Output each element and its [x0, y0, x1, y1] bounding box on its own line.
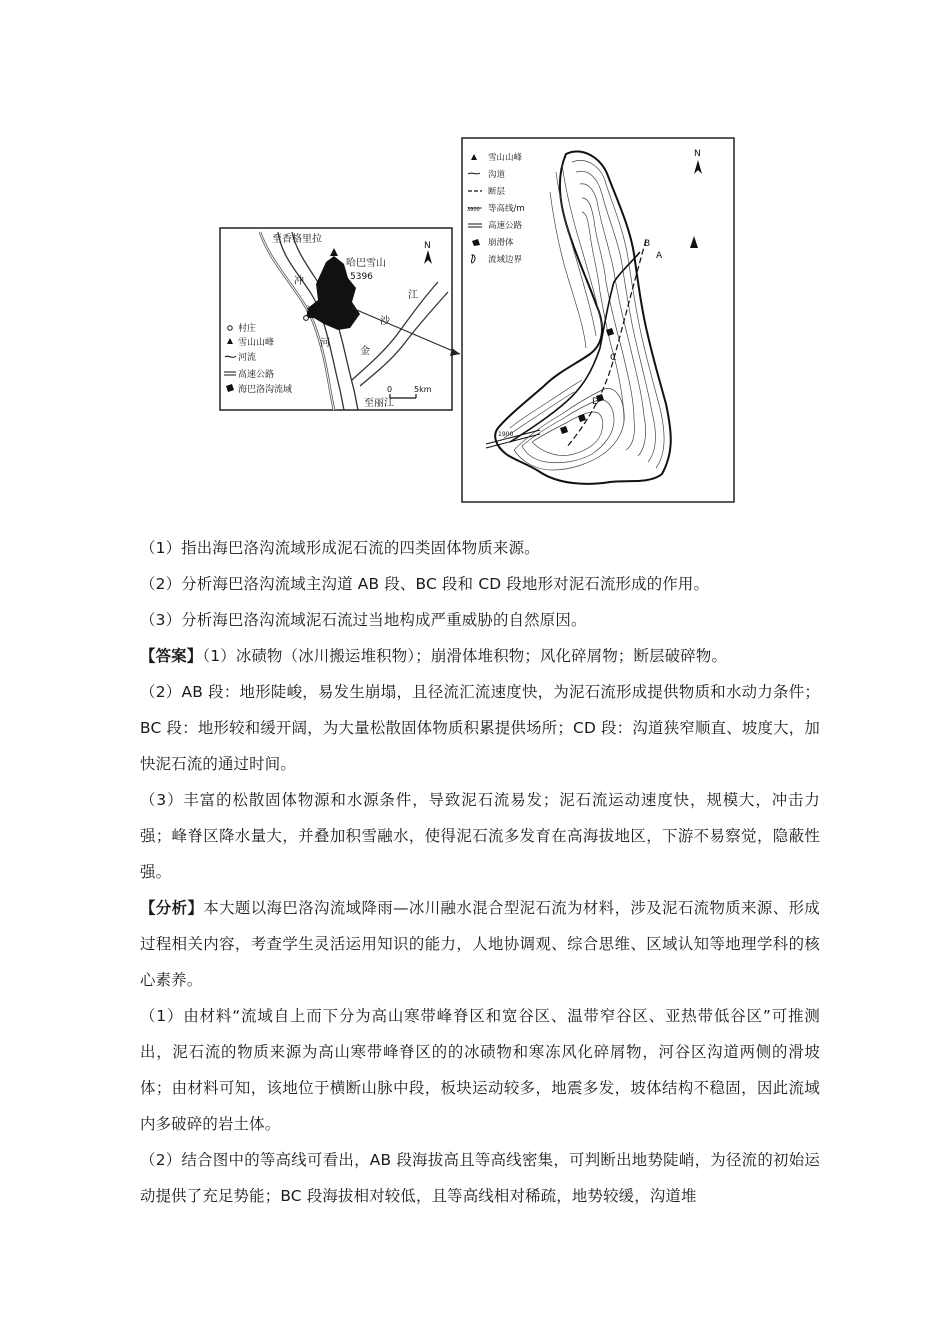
- svg-text:0: 0: [387, 385, 393, 394]
- question-content: [140, 530, 820, 1214]
- svg-text:等高线/m: 等高线/m: [488, 204, 525, 214]
- river-char-3: 河: [320, 338, 330, 349]
- to-north-label: 至香格里拉: [272, 234, 322, 245]
- river-char-6: 江: [408, 290, 418, 301]
- svg-text:N: N: [694, 149, 701, 159]
- question-3: （3）分析海巴洛沟流域泥石流过当地构成严重威胁的自然原因。: [140, 611, 587, 629]
- svg-text:高速公路: 高速公路: [238, 370, 275, 380]
- point-b: B: [644, 239, 651, 249]
- svg-text:雪山山峰: 雪山山峰: [488, 153, 523, 163]
- svg-text:沟道: 沟道: [488, 170, 506, 180]
- svg-text:断层: 断层: [488, 187, 506, 197]
- analysis-2: （2）结合图中的等高线可看出，AB 段海拔高且等高线密集，可判断出地势陡峭，为径流的初始运动提供了充足势能；BC 段海拔相对较低，且等高线相对稀疏，地势较缓，沟道堆: [140, 1151, 820, 1205]
- peak-name-label: 哈巴雪山: [346, 258, 386, 269]
- point-a: A: [656, 251, 663, 261]
- analysis-1: （1）由材料“流域自上而下分为高山寒带峰脊区和宽谷区、温带窄谷区、亚热带低谷区”可推测出，泥石流的物质来源为高山寒带峰脊区的的冰碛物和寒冻风化碎屑物，河谷区沟道两侧的滑坡体；由材料可知，该地位于横断山脉中段，板块运动较多，地震多发，坡体结构不稳固，因此流域内多破碎的岩土体。: [140, 1007, 820, 1133]
- answer-2: （2）AB 段：地形陡峻，易发生崩塌，且径流汇流速度快，为泥石流形成提供物质和水动力条件；BC 段：地形较和缓开阔，为大量松散固体物质积累提供场所；CD 段：沟道狭窄顺直、坡度大，加快泥石流的通过时间。: [140, 683, 820, 773]
- svg-text:3900: 3900: [467, 207, 480, 213]
- point-c: C: [610, 353, 617, 363]
- analysis-label: 【分析】: [140, 899, 204, 917]
- answer-1-paragraph: [140, 638, 820, 674]
- svg-text:高速公路: 高速公路: [488, 221, 523, 231]
- svg-text:5km: 5km: [414, 385, 432, 394]
- svg-text:雪山山峰: 雪山山峰: [238, 338, 275, 348]
- answer-3: （3）丰富的松散固体物源和水源条件，导致泥石流易发；泥石流运动速度快，规模大，冲击力强；峰脊区降水量大，并叠加积雪融水，使得泥石流多发育在高海拔地区，下游不易察觉，隐蔽性强。: [140, 791, 820, 881]
- question-2: （2）分析海巴洛沟流域主沟道 AB 段、BC 段和 CD 段地形对泥石流形成的作用。: [140, 575, 710, 593]
- analysis-intro: 本大题以海巴洛沟流域降雨—冰川融水混合型泥石流为材料，涉及泥石流物质来源、形成过程相关内容，考查学生灵活运用知识的能力，人地协调观、综合思维、区域认知等地理学科的核心素养。: [140, 899, 820, 989]
- svg-text:崩滑体: 崩滑体: [488, 238, 514, 248]
- svg-text:N: N: [424, 241, 431, 251]
- svg-text:河流: 河流: [238, 353, 257, 363]
- point-d: D: [592, 397, 599, 407]
- to-south-label: 至丽江: [364, 398, 394, 409]
- svg-text:村庄: 村庄: [238, 324, 257, 334]
- overview-map: [220, 228, 460, 410]
- river-char-4: 沙: [380, 316, 390, 327]
- river-char-5: 金: [360, 346, 370, 357]
- river-char-2: 江: [306, 306, 316, 317]
- river-char-1: 冲: [294, 276, 304, 287]
- map-figure: [210, 132, 740, 508]
- svg-text:海巴洛沟流域: 海巴洛沟流域: [238, 385, 293, 395]
- peak-elev-label: 5396: [350, 272, 373, 282]
- question-1: （1）指出海巴洛沟流域形成泥石流的四类固体物质来源。: [140, 539, 540, 557]
- low-contour-label: 1900: [498, 431, 514, 438]
- svg-text:流域边界: 流域边界: [488, 255, 523, 265]
- answer-1: （1）冰碛物（冰川搬运堆积物）；崩滑体堆积物；风化碎屑物；断层破碎物。: [202, 647, 728, 665]
- answer-label: 【答案】: [140, 647, 203, 665]
- detail-map: [462, 138, 734, 502]
- analysis-intro-paragraph: [140, 890, 820, 998]
